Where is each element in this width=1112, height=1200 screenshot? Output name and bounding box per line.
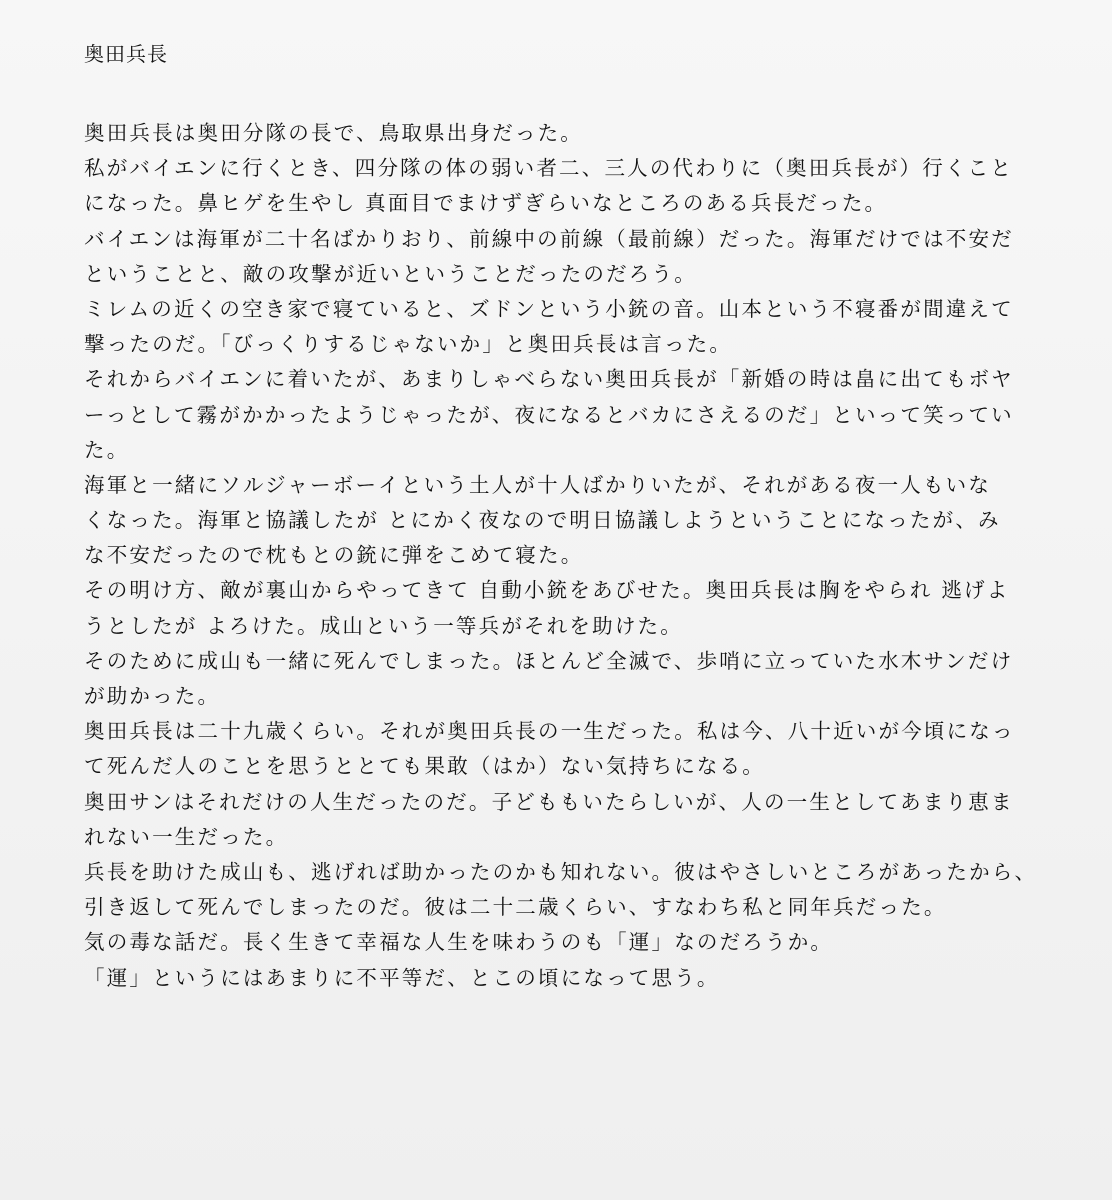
text-line: な不安だったので枕もとの銃に弾をこめて寝た。 <box>84 543 584 568</box>
text-line: バイエンは海軍が二十名ばかりおり、前線中の前線（最前線）だった。海軍だけでは不安だ <box>84 226 1014 251</box>
text-line: 海軍と一緒にソルジャーボーイという土人が十人ばかりいたが、それがある夜一人もいな <box>84 472 992 497</box>
document-title: 奥田兵長 <box>84 42 168 66</box>
text-line: 兵長を助けた成山も、逃げれば助かったのかも知れない。彼はやさしいところがあったから、 <box>84 859 1038 884</box>
text-line: ということと、敵の攻撃が近いということだったのだろう。 <box>84 261 697 286</box>
text-line: 奥田兵長は二十九歳くらい。それが奥田兵長の一生だった。私は今、八十近いが今頃になっ <box>84 719 1015 744</box>
text-line: になった。鼻ヒゲを生やし 真面目でまけずぎらいなところのある兵長だった。 <box>84 191 888 216</box>
text-line: 私がバイエンに行くとき、四分隊の体の弱い者二、三人の代わりに（奥田兵長が）行くこと <box>84 156 1014 181</box>
text-line: うとしたが よろけた。成山という一等兵がそれを助けた。 <box>84 613 683 638</box>
text-line: 「運」というにはあまりに不平等だ、とこの頃になって思う。 <box>84 965 720 990</box>
text-line: ミレムの近くの空き家で寝ていると、ズドンという小銃の音。山本という不寝番が間違えて <box>84 296 1014 321</box>
text-line: くなった。海軍と協議したが とにかく夜なので明日協議しようということになったが、み <box>84 508 1001 533</box>
text-line: 奥田兵長は奥田分隊の長で、鳥取県出身だった。 <box>84 121 583 145</box>
text-line: が助かった。 <box>84 684 221 708</box>
text-line: 奥田サンはそれだけの人生だったのだ。子どももいたらしいが、人の一生としてあまり恵ま <box>84 789 1014 814</box>
text-line: 撃ったのだ。「びっくりするじゃないか」と奥田兵長は言った。 <box>84 332 733 357</box>
text-line: 引き返して死んでしまったのだ。彼は二十二歳くらい、すなわち私と同年兵だった。 <box>84 895 947 920</box>
text-line: そのために成山も一緒に死んでしまった。ほとんど全滅で、歩哨に立っていた水木サンだけ <box>84 648 1014 673</box>
text-line: その明け方、敵が裏山からやってきて 自動小銃をあびせた。奥田兵長は胸をやられ 逃げよ <box>84 578 1010 603</box>
text-line: て死んだ人のことを思うととても果敢（はか）ない気持ちになる。 <box>84 754 765 779</box>
text-line: た。 <box>84 437 130 462</box>
text-line: ーっとして霧がかかったようじゃったが、夜になるとバカにさえるのだ」といって笑ってい <box>84 402 1014 427</box>
text-line: それからバイエンに着いたが、あまりしゃべらない奥田兵長が「新婚の時は畠に出てもボヤ <box>84 367 1014 392</box>
document-body <box>84 116 1084 996</box>
text-line: 気の毒な話だ。長く生きて幸福な人生を味わうのも「運」なのだろうか。 <box>84 930 834 955</box>
text-line: れない一生だった。 <box>84 824 289 849</box>
